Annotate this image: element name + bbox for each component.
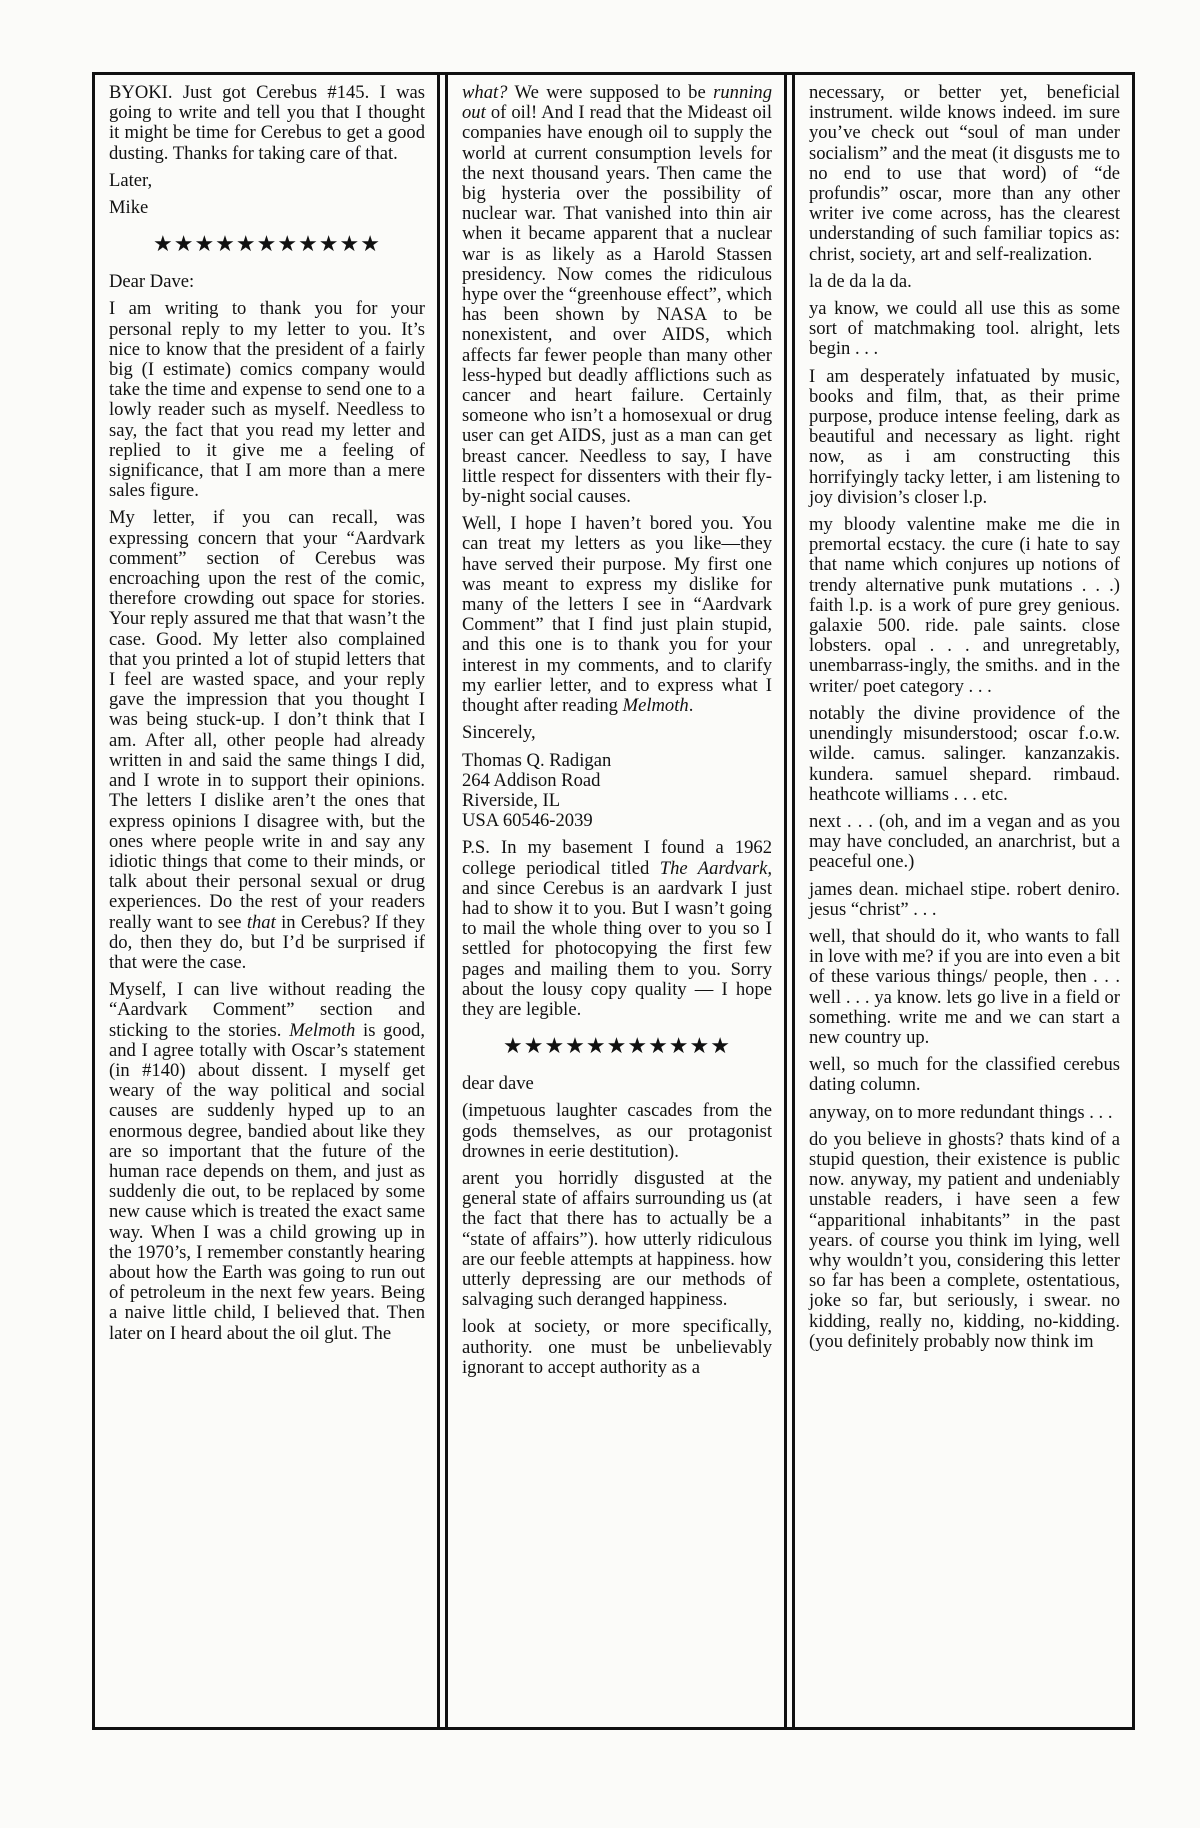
paragraph [462,514,772,716]
text-run: necessary, or better yet, beneficial instrument. wilde knows indeed. im sure you’ve check out “soul of man under socialism” and the meat (it disgusts me to no end to use that word) of “de profundis” oscar, more than any other writer ive come across, has the clearest understanding of such familiar topics as: christ, society, art and self-realization. [809,82,1120,265]
paragraph [809,880,1120,920]
text-run: We were supposed to be [507,82,714,103]
italic-text: Melmoth [289,1019,356,1041]
text-run: I am desperately infatuated by music, books and film, that, as their prime purpose, produce intense feeling, dark as beautiful and necessary as light. right now, as i am constructing this horrifyingly tacky letter, i am listening to joy division’s closer l.p. [809,365,1120,508]
paragraph [109,171,425,191]
text-run: do you believe in ghosts? thats kind of a stupid question, their existence is public now. anyway, my patient and undeniably unstable readers, i have seen a few “apparitional inhabitants” in the past years. of course you think im lying, well why wouldn’t you, considering this letter so far has been a complete, ostentatious, joke so far, but seriously, i swear. no kidding, really no, kidding, no-kidding. (you definitely probably now think im [809,1128,1120,1352]
text-run: Well, I hope I haven’t bored you. You can treat my letters as you like—they have served their purpose. My first one was meant to express my dislike for many of the letters I see in “Aardvark Comment” that I find just plain stupid, and this one is to thank you for your interest in my comments, and to clarify my earlier letter, and to express what I thought after reading [462,513,772,717]
paragraph [462,723,772,743]
italic-text: what? [462,82,508,103]
paragraph [109,83,425,164]
address-line [462,771,772,791]
star-separator: ★★★★★★★★★★★ [503,1033,731,1059]
paragraph [462,838,772,1020]
paragraph [809,1055,1120,1095]
text-run: look at society, or more specifically, authority. one must be unbelievably ignorant to accept authority as a [462,1316,772,1378]
text-run: Dear Dave: [109,271,195,293]
italic-text: that [246,911,276,933]
paragraph [109,299,425,501]
text-run: USA 60546-2039 [462,810,593,832]
paragraph [109,980,425,1344]
text-run: Later, [109,169,153,191]
paragraph [462,1169,772,1310]
paragraph [809,299,1120,360]
column-3 [792,75,1132,1727]
text-run: well, so much for the classified cerebus dating column. [809,1054,1120,1096]
letters-page-frame [92,72,1135,1730]
text-run: arent you horridly disgusted at the general state of affairs surrounding us (at the fact that there has to actually be a “state of affairs”). how utterly ridiculous are our feeble attempts at happiness. how utterly depressing are our methods of salvaging such deranged happiness. [462,1167,772,1311]
paragraph [809,704,1120,805]
paragraph [809,1130,1120,1352]
column-1 [95,75,440,1727]
paragraph [109,508,425,973]
address-line [462,791,772,811]
italic-text: The Aardvark, [659,857,772,879]
paragraph [809,927,1120,1048]
text-run: (impetuous laughter cascades from the gods themselves, as our protagonist drownes in eerie destitution). [462,1100,772,1162]
text-run: . [688,695,694,717]
italic-text: Melmoth [622,695,689,717]
paragraph [809,812,1120,873]
text-run: My letter, if you can recall, was expressing concern that your “Aardvark comment” section of Cerebus was encroaching upon the rest of the comic, therefore crowding out space for stories. Your reply assured me that that wasn’t the case. Good. My letter also complained that you printed a lot of stupid letters that I feel are wasted space, and your reply gave the impression that you thought I was being stuck-up. I don’t think that I am. After all, other people had already written in and said the same things I did, and I wrote in to support their opinions. The letters I dislike aren’t the ones that express opinions I disagree with, but the ones where people write in and say any idiotic things that come to their minds, or talk about their personal sexual or drug experiences. Do the rest of your readers really want to see [109,507,425,933]
text-run: Mike [109,197,149,219]
paragraph [809,83,1120,265]
text-run: ya know, we could all use this as some sort of matchmaking tool. alright, lets begin . . . [809,298,1120,360]
text-run: and since Cerebus is an aardvark I just had to show it to you. But I wasn’t going to mail the whole thing over to you so I settled for photocopying the first few pages and mailing them to you. Sorry about the lousy copy quality — I hope they are legible. [462,877,772,1020]
paragraph [462,1074,772,1094]
column-2 [445,75,787,1727]
text-run: is good, and I agree totally with Oscar’s statement (in #140) about dissent. I myself get weary of the way political and social causes are suddenly hyped up to an enormous degree, bandied about like they are so important that the future of the human race depends on them, and just as suddenly die out, to be replaced by some new cause which is treated the exact same way. When I was a child growing up in the 1970’s, I remember constantly hearing about how the Earth was going to run out of petroleum in the next few years. Being a naive little child, I believed that. Then later on I heard about the oil glut. The [109,1019,425,1344]
paragraph [109,272,425,292]
text-run: P.S. In my basement I found a 1962 college periodical titled [462,837,772,879]
italic-text: running out [462,82,772,124]
paragraph [462,1101,772,1162]
text-run: I am writing to thank you for your personal reply to my letter to you. It’s nice to know that the president of a fairly big (I estimate) comics company would take the time and expense to send one to a lowly reader such as myself. Needless to say, the fact that you read my letter and replied to it give me a feeling of significance, that I am more than a mere sales figure. [109,298,425,502]
paragraph [462,1317,772,1378]
paragraph [462,83,772,507]
text-run: my bloody valentine make me die in premortal ecstacy. the cure (i hate to say that name which conjures up notions of trendy alternative punk mutations . . .) faith l.p. is a work of pure grey genious. galaxie 500. ride. pale saints. close lobsters. opal . . . and unregretably, unembarrass-ingly, the smiths. and in the writer/ poet category . . . [809,514,1120,697]
paragraph [809,367,1120,508]
text-run: notably the divine providence of the unendingly misunderstood; oscar f.o.w. wilde. camus. salinger. kanzanzakis. kundera. samuel shepard. rimbaud. heathcote williams . . . etc. [809,702,1120,805]
text-run: BYOKI. Just got Cerebus #145. I was going to write and tell you that I thought it might be time for Cerebus to get a good dusting. Thanks for taking care of that. [109,82,425,164]
text-run: Sincerely, [462,722,536,744]
star-separator: ★★★★★★★★★★★ [153,231,381,257]
address-line [462,751,772,771]
text-run: well, that should do it, who wants to fall in love with me? if you are into even a bit of these various things/ people, then . . . well . . . ya know. lets go live in a field or something. write me and we can start a new country up. [809,925,1120,1048]
paragraph [809,1103,1120,1123]
text-run: la de da la da. [809,270,912,292]
text-run: james dean. michael stipe. robert deniro. jesus “christ” . . . [809,878,1120,920]
text-run: 264 Addison Road [462,769,601,791]
paragraph [809,515,1120,697]
text-run: in Cerebus? If they do, then they do, but I’d be surprised if that were the case. [109,911,425,973]
text-run: dear dave [462,1073,534,1095]
text-run: anyway, on to more redundant things . . . [809,1101,1113,1123]
paragraph [109,198,425,218]
text-run: Riverside, IL [462,789,561,811]
paragraph [809,272,1120,292]
address-line [462,811,772,831]
text-run: next . . . (oh, and im a vegan and as you may have concluded, an anarchrist, but a peaceful one.) [809,810,1120,873]
text-run: Thomas Q. Radigan [462,749,612,771]
text-run: Myself, I can live without reading the “Aardvark Comment” section and sticking to the stories. [109,979,425,1041]
text-run: of oil! And I read that the Mideast oil companies have enough oil to supply the world at current consumption levels for the next thousand years. Then came the big hysteria over the possibility of nuclear war. That vanished into thin air when it became apparent that a nuclear war is as likely as a Harold Stassen presidency. Now comes the ridiculous hype over the “greenhouse effect”, which has been shown by NASA to be nonexistent, and over AIDS, which affects far fewer people than many other less-hyped but deadly afflictions such as cancer and heart failure. Certainly someone who isn’t a homosexual or drug user can get AIDS, just as a man can get breast cancer. Needless to say, I have little respect for dissenters with their fly-by-night social causes. [462,102,772,508]
